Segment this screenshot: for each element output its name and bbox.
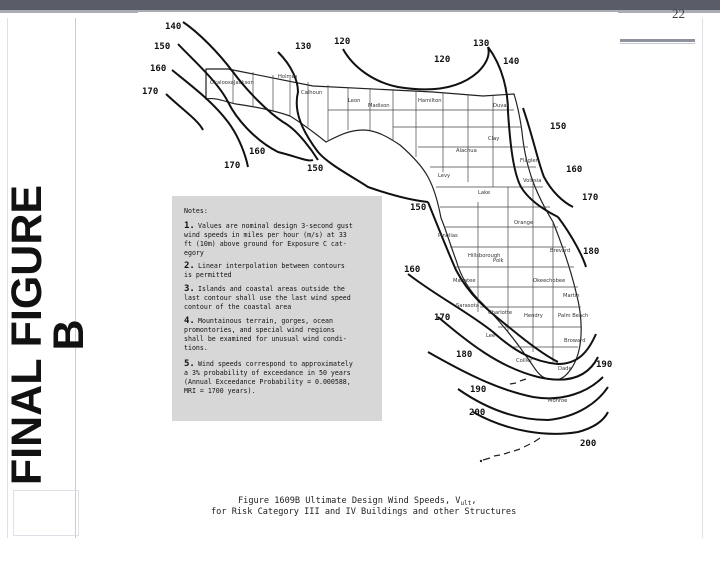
county-label: Volusia <box>523 178 542 184</box>
page-number: 22 <box>672 6 685 21</box>
county-label: Jackson <box>234 80 254 86</box>
contour-label: 170 <box>582 193 599 203</box>
caption-line-1-main: Figure 1609B Ultimate Design Wind Speeds, V <box>238 496 461 506</box>
contour-label: 140 <box>165 22 182 32</box>
caption-line-2: for Risk Category III and IV Buildings and other Structures <box>211 507 517 517</box>
top-band <box>0 0 720 10</box>
contour-label: 180 <box>456 350 473 360</box>
contour-label: 200 <box>580 439 597 449</box>
svg-text:contour of the coastal area: contour of the coastal area <box>184 303 292 311</box>
county-label: Holmes <box>278 74 298 80</box>
county-label: Levy <box>438 173 451 179</box>
county-label: Lee <box>486 333 496 339</box>
county-label: Lake <box>478 190 491 196</box>
contour-label: 120 <box>434 55 451 65</box>
county-label: Hendry <box>524 313 543 319</box>
slide-title <box>3 100 93 570</box>
svg-text:Mountainous terrain, gorges, o: Mountainous terrain, gorges, ocean <box>198 317 333 325</box>
svg-text:is permitted: is permitted <box>184 271 232 279</box>
svg-text:promontories, and special wind: promontories, and special wind regions <box>184 326 335 334</box>
county-label: Palm Beach <box>558 313 589 319</box>
county-label: Sarasota <box>456 303 479 309</box>
contour-label: 130 <box>295 42 312 52</box>
svg-text:egory: egory <box>184 249 204 257</box>
contour-label: 160 <box>249 147 266 157</box>
note-number: 2. <box>184 261 195 271</box>
county-label: Charlotte <box>488 310 513 316</box>
svg-text:tions.: tions. <box>184 344 208 352</box>
county-label: Hamilton <box>418 98 442 104</box>
svg-text:ft (10m) above ground for Expo: ft (10m) above ground for Exposure C cat- <box>184 240 347 248</box>
caption-subscript: ult <box>460 500 472 507</box>
county-label: Polk <box>493 258 504 264</box>
svg-text:Values are nominal design 3-se: Values are nominal design 3-second gust <box>198 222 353 230</box>
caption-line-1 <box>238 496 477 507</box>
contour-label: 170 <box>224 161 241 171</box>
county-label: Brevard <box>550 248 571 254</box>
county-label: Clay <box>488 136 500 142</box>
contour-label: 120 <box>334 37 351 47</box>
svg-text:Islands and coastal areas outs: Islands and coastal areas outside the <box>198 285 345 293</box>
svg-text:wind speeds in miles per hour: wind speeds in miles per hour (m/s) at 33 <box>184 231 347 239</box>
contour-label: 200 <box>469 408 486 418</box>
contour-label: 160 <box>150 64 167 74</box>
county-label: Okaloosa <box>210 80 234 86</box>
county-label: Alachua <box>456 148 477 154</box>
county-label: Okeechobee <box>533 278 566 284</box>
right-frame-border <box>702 18 715 538</box>
svg-text:a 3% probability of exceedance: a 3% probability of exceedance in 50 years <box>184 369 351 377</box>
county-label: Madison <box>368 103 390 109</box>
county-label: Martin <box>563 293 580 299</box>
contour-label: 160 <box>566 165 583 175</box>
county-label: Duval <box>493 103 508 109</box>
note-number: 1. <box>184 221 195 231</box>
note-number: 4. <box>184 316 195 326</box>
figure-caption <box>211 496 516 517</box>
svg-text:Wind speeds correspond to appr: Wind speeds correspond to approximately <box>198 360 353 368</box>
contour-label: 170 <box>434 313 451 323</box>
county-label: Hillsborough <box>468 253 501 259</box>
wind-speed-map <box>138 12 618 527</box>
svg-text:shall be examined for unusual: shall be examined for unusual wind condi- <box>184 335 347 343</box>
notes-title: Notes: <box>184 207 208 215</box>
county-label: Broward <box>564 338 586 344</box>
caption-line-1-end: , <box>471 496 477 506</box>
county-label: Manatee <box>453 278 476 284</box>
contour-label: 190 <box>596 360 613 370</box>
contour-label: 160 <box>404 265 421 275</box>
contour-label: 150 <box>410 203 427 213</box>
contour-label: 150 <box>154 42 171 52</box>
page-number-rule <box>620 39 695 42</box>
page-number-rule-thin <box>620 43 695 44</box>
county-label: Orange <box>514 220 534 226</box>
svg-text:(Annual Exceedance Probability: (Annual Exceedance Probability = 0.000588, <box>184 378 351 386</box>
county-label: Dade <box>558 366 572 372</box>
svg-text:last contour shall use the las: last contour shall use the last wind speed <box>184 294 351 302</box>
note-number: 5. <box>184 359 195 369</box>
svg-text:Linear interpolation between c: Linear interpolation between contours <box>198 262 345 270</box>
contour-label: 180 <box>583 247 600 257</box>
county-label: Pinellas <box>438 233 458 239</box>
key-west-dot <box>480 460 482 462</box>
county-label: Monroe <box>548 398 568 404</box>
contour-label: 170 <box>142 87 159 97</box>
county-label: Calhoun <box>301 90 323 96</box>
slide-title-line-2: B <box>45 319 93 351</box>
county-label: Flagler <box>520 158 538 164</box>
contour-label: 150 <box>307 164 324 174</box>
note-number: 3. <box>184 284 195 294</box>
svg-text:MRI = 1700 years).: MRI = 1700 years). <box>184 387 256 395</box>
slide-title-line-1: FINAL FIGURE <box>3 184 51 486</box>
contour-label: 190 <box>470 385 487 395</box>
notes <box>184 207 353 395</box>
contour-label: 140 <box>503 57 520 67</box>
contour-label: 130 <box>473 39 490 49</box>
county-label: Collier <box>516 358 533 364</box>
county-label: Leon <box>348 98 361 104</box>
contour-label: 150 <box>550 122 567 132</box>
